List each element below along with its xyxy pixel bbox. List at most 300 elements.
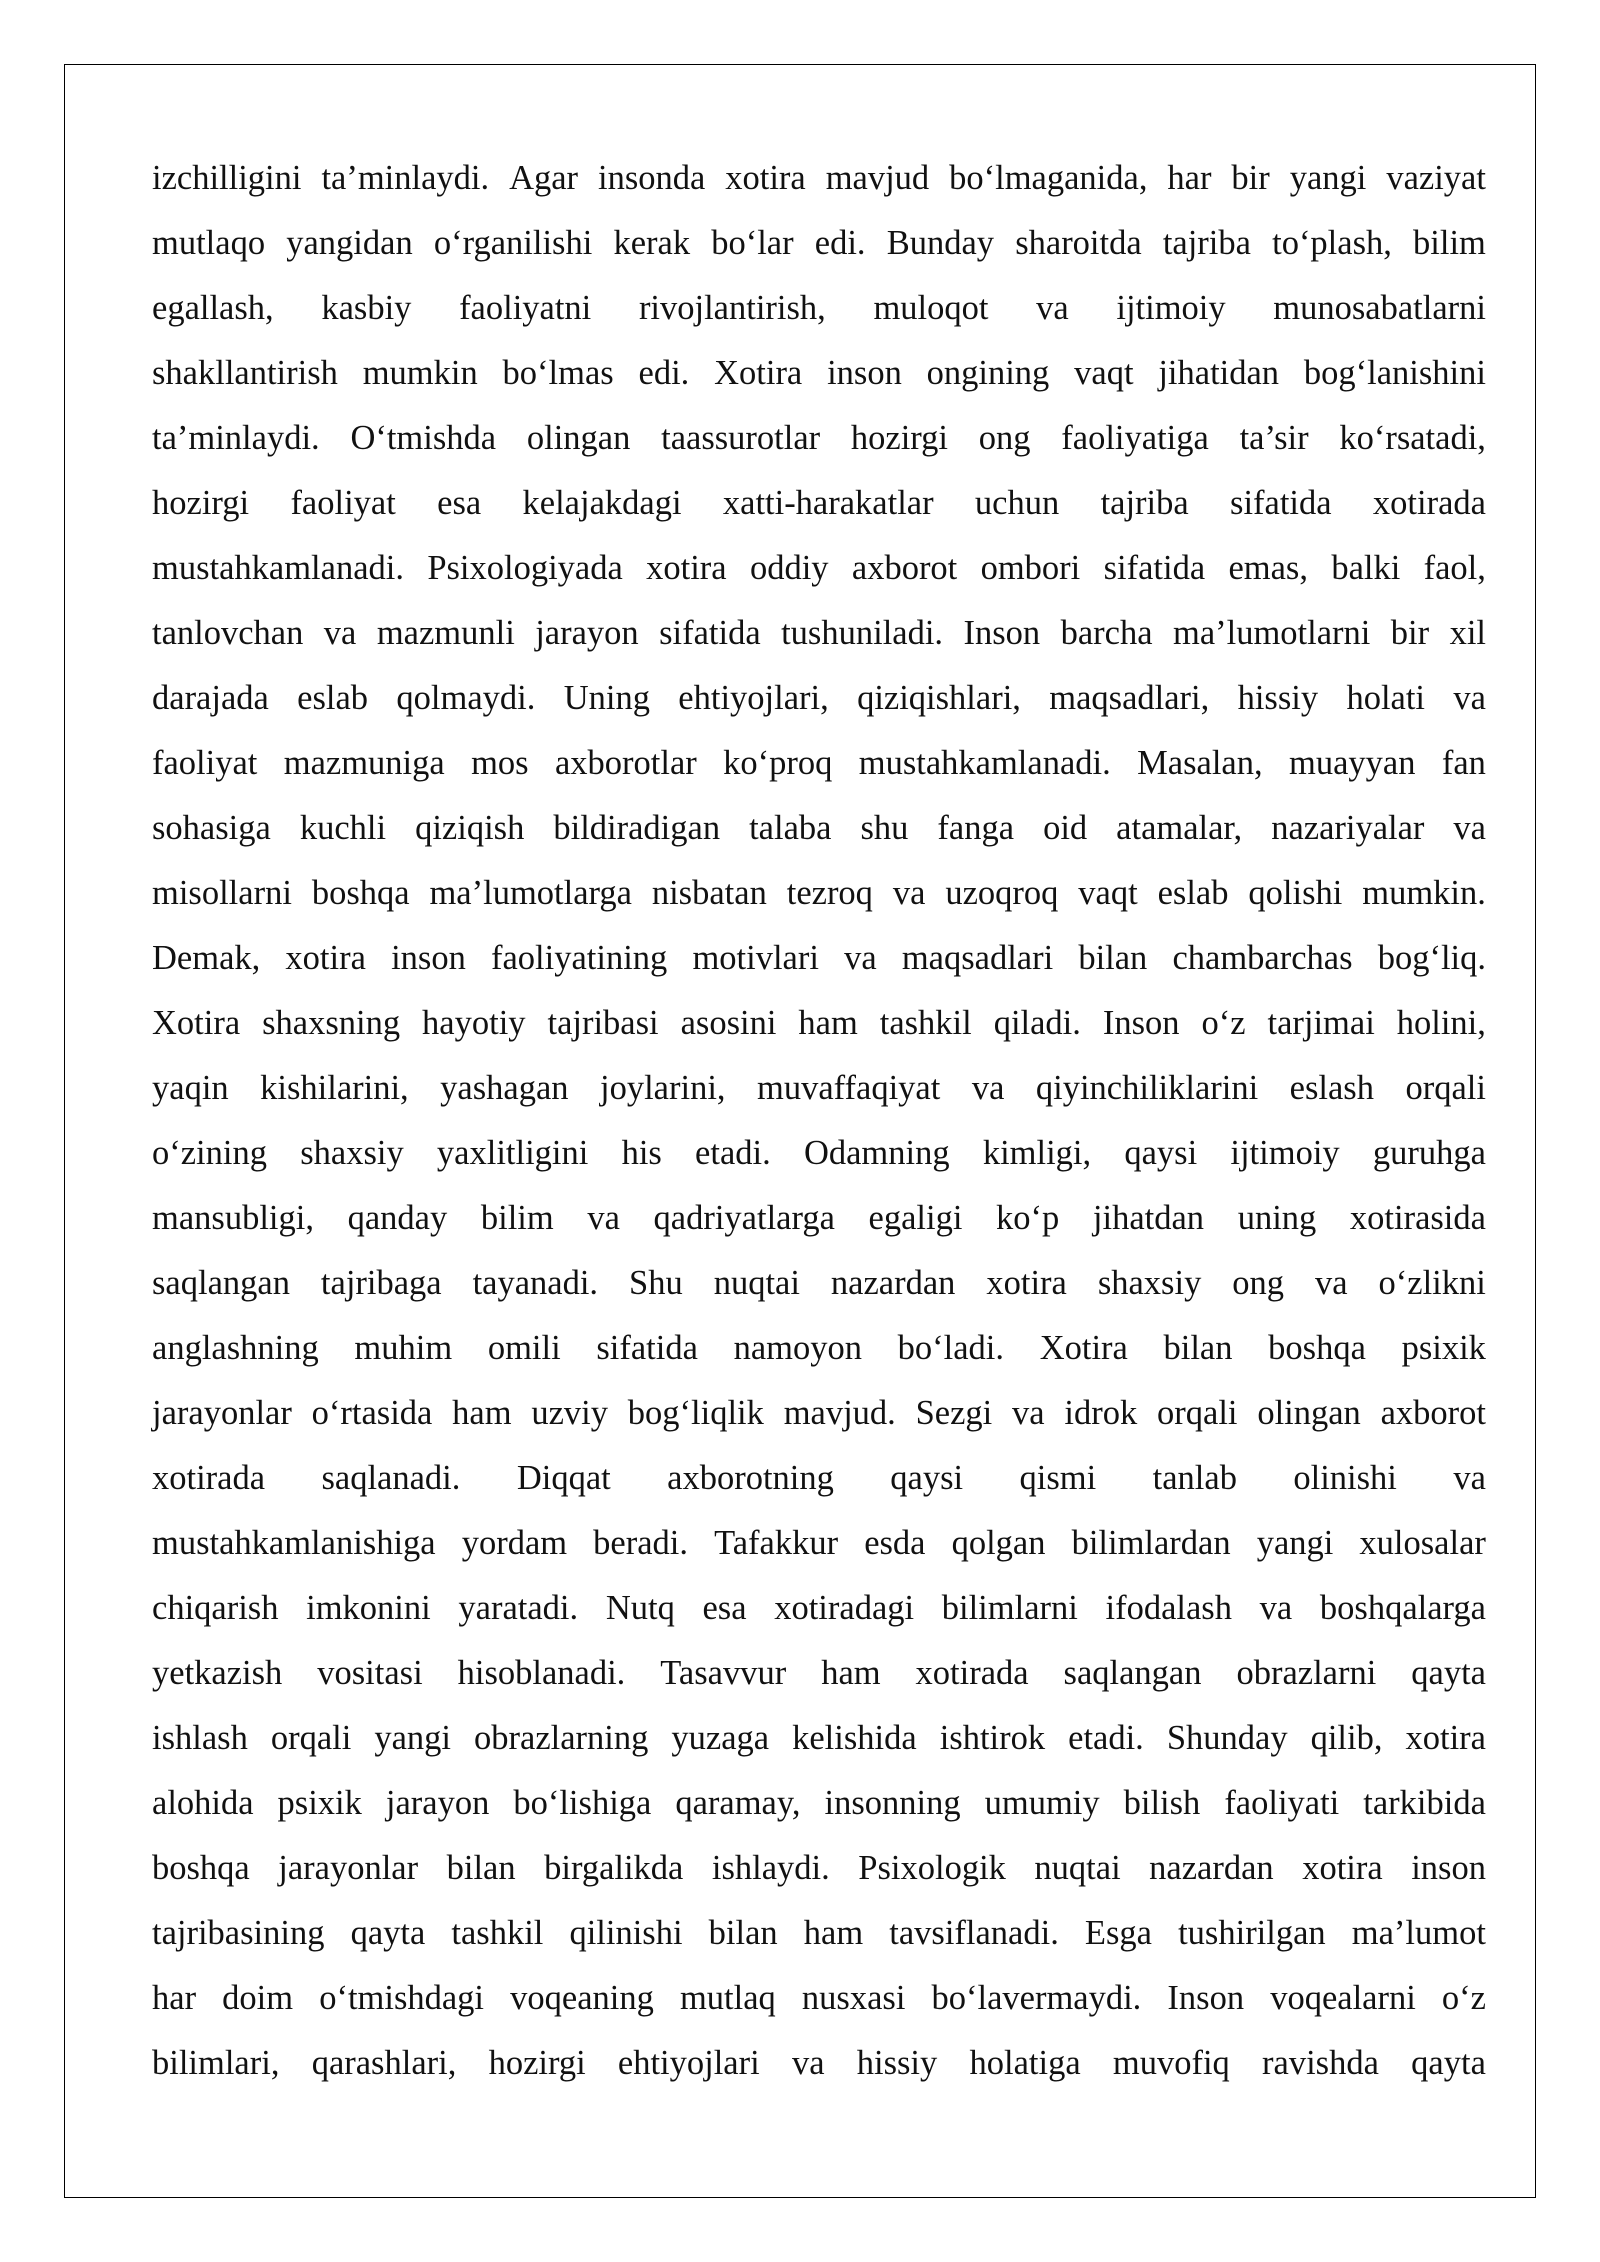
- word: sharoitda: [1015, 224, 1142, 262]
- text-line: [152, 1966, 1486, 2031]
- word: qaramay,: [675, 1784, 801, 1822]
- word: Esga: [1084, 1914, 1152, 1952]
- word: muhim: [354, 1329, 453, 1367]
- word: ehtiyojlari,: [678, 679, 829, 717]
- word: faoliyat: [290, 484, 396, 522]
- word: ko‘proq: [723, 744, 833, 782]
- word: bilimlardan: [1071, 1524, 1231, 1562]
- word: har: [152, 1979, 197, 2017]
- word: yuzaga: [671, 1719, 770, 1757]
- word: yaratadi.: [458, 1589, 579, 1627]
- word: va: [971, 1069, 1005, 1107]
- word: axborot: [851, 549, 958, 587]
- word: mutlaqo: [152, 224, 266, 262]
- word: faoliyatiga: [1061, 419, 1209, 457]
- word: Agar: [509, 159, 579, 197]
- word: barcha: [1060, 614, 1153, 652]
- word: bilimlari,: [152, 2044, 280, 2082]
- word: sifatida: [1230, 484, 1332, 522]
- word: o‘zlikni: [1378, 1264, 1486, 1302]
- word: ma’lumotlarga: [429, 874, 632, 912]
- word: Bunday: [886, 224, 995, 262]
- word: to‘plash,: [1272, 224, 1392, 262]
- word: nuqtai: [713, 1264, 800, 1302]
- word: tushirilgan: [1178, 1914, 1326, 1952]
- word: Demak,: [152, 939, 261, 977]
- word: vaziyat: [1386, 159, 1486, 197]
- word: yaqin: [152, 1069, 229, 1107]
- word: xotira: [986, 1264, 1067, 1302]
- word: edi.: [814, 224, 866, 262]
- word: O‘tmishda: [350, 419, 497, 457]
- word: tavsiflanadi.: [889, 1914, 1059, 1952]
- word: ham: [803, 1914, 864, 1952]
- word: hissiy: [1237, 679, 1319, 717]
- word: axborotning: [667, 1459, 834, 1497]
- word: vaqt: [1078, 874, 1138, 912]
- text-line: [152, 1901, 1486, 1966]
- word: yangi: [1289, 159, 1367, 197]
- word: holini,: [1396, 1004, 1486, 1042]
- word: va: [1453, 809, 1486, 847]
- word: Nutq: [605, 1589, 675, 1627]
- word: va: [844, 939, 877, 977]
- word: ko‘p: [996, 1199, 1060, 1237]
- word: tanlovchan: [152, 614, 304, 652]
- word: xotirada: [915, 1654, 1029, 1692]
- word: jarayonlar: [278, 1849, 419, 1887]
- word: o‘rtasida: [311, 1394, 433, 1432]
- word: holati: [1346, 679, 1426, 717]
- word: imkonini: [306, 1589, 431, 1627]
- word: faol,: [1423, 549, 1486, 587]
- text-line: [152, 471, 1486, 536]
- word: sifatida: [1103, 549, 1206, 587]
- word: olingan: [1257, 1394, 1361, 1432]
- word: eslash: [1289, 1069, 1374, 1107]
- word: ma’lumotlarni: [1172, 614, 1371, 652]
- word: mustahkamlanadi.: [152, 549, 404, 587]
- word: rivojlantirish,: [638, 289, 826, 327]
- word: muvaffaqiyat: [757, 1069, 941, 1107]
- word: guruhga: [1372, 1134, 1486, 1172]
- word: bilim: [480, 1199, 554, 1237]
- word: jarayonlar: [152, 1394, 292, 1432]
- word: Psixologik: [858, 1849, 1006, 1887]
- word: oid: [1043, 809, 1088, 847]
- word: bilan: [708, 1914, 778, 1952]
- word: qiziqish: [415, 809, 525, 847]
- word: bilan: [446, 1849, 516, 1887]
- word: mavjud.: [783, 1394, 896, 1432]
- word: edi.: [638, 354, 690, 392]
- word: esda: [864, 1524, 926, 1562]
- word: jihatidan: [1158, 354, 1280, 392]
- word: shaxsiy: [300, 1134, 404, 1172]
- word: bir: [1390, 614, 1430, 652]
- word: hozirgi: [850, 419, 949, 457]
- word: mustahkamlanadi.: [858, 744, 1111, 782]
- word: xotira: [646, 549, 727, 587]
- text-line: [152, 1576, 1486, 1641]
- word: Masalan,: [1137, 744, 1263, 782]
- word: orqali: [1405, 1069, 1486, 1107]
- word: uzoqroq: [945, 874, 1059, 912]
- word: bilan: [1163, 1329, 1233, 1367]
- word: fanga: [937, 809, 1015, 847]
- text-line: [152, 1706, 1486, 1771]
- word: ishtirok: [939, 1719, 1046, 1757]
- word: Xotira: [1039, 1329, 1128, 1367]
- word: xotira: [725, 159, 806, 197]
- word: maqsadlari: [901, 939, 1054, 977]
- word: beradi.: [593, 1524, 688, 1562]
- word: omili: [487, 1329, 561, 1367]
- word: Inson: [1167, 1979, 1245, 2017]
- word: ong: [978, 419, 1031, 457]
- word: jarayon: [385, 1784, 490, 1822]
- word: mos: [471, 744, 529, 782]
- word: jarayon: [535, 614, 639, 652]
- word: va: [323, 614, 357, 652]
- text-line: [152, 1316, 1486, 1381]
- word: olinishi: [1293, 1459, 1397, 1497]
- word: mazmunli: [376, 614, 515, 652]
- word: qolgan: [951, 1524, 1046, 1562]
- word: saqlangan: [152, 1264, 290, 1302]
- word: qaysi: [1124, 1134, 1198, 1172]
- word: ehtiyojlari: [617, 2044, 760, 2082]
- text-line: [152, 1251, 1486, 1316]
- word: ongining: [926, 354, 1050, 392]
- word: Tasavvur: [660, 1654, 787, 1692]
- word: izchilligini: [152, 159, 302, 197]
- word: hozirgi: [152, 484, 250, 522]
- word: va: [1036, 289, 1069, 327]
- word: ifodalash: [1105, 1589, 1232, 1627]
- word: qayta: [1411, 1654, 1486, 1692]
- word: va: [587, 1199, 620, 1237]
- word: Shu: [629, 1264, 683, 1302]
- word: o‘rganilishi: [433, 224, 593, 262]
- word: psixik: [1401, 1329, 1486, 1367]
- word: yangi: [1256, 1524, 1334, 1562]
- word: vositasi: [317, 1654, 423, 1692]
- word: har: [1167, 159, 1212, 197]
- word: faoliyat: [152, 744, 258, 782]
- word: qiyinchiliklarini: [1035, 1069, 1259, 1107]
- word: darajada: [152, 679, 269, 717]
- word: fan: [1441, 744, 1486, 782]
- word: uchun: [974, 484, 1060, 522]
- word: atamalar,: [1116, 809, 1243, 847]
- word: inson: [1411, 1849, 1486, 1887]
- word: uning: [1237, 1199, 1317, 1237]
- word: va: [892, 874, 926, 912]
- word: nisbatan: [651, 874, 767, 912]
- word: ishlash: [152, 1719, 248, 1757]
- word: hayotiy: [422, 1004, 526, 1042]
- word: ong: [1232, 1264, 1285, 1302]
- text-line: [152, 1641, 1486, 1706]
- word: ta’minlaydi.: [152, 419, 320, 457]
- word: xil: [1449, 614, 1486, 652]
- word: xotirada: [1372, 484, 1486, 522]
- word: kasbiy: [321, 289, 412, 327]
- word: ta’sir: [1239, 419, 1309, 457]
- word: bildiradigan: [553, 809, 721, 847]
- word: va: [1453, 1459, 1486, 1497]
- word: faoliyatining: [490, 939, 668, 977]
- word: Xotira: [714, 354, 803, 392]
- word: saqlangan: [1063, 1654, 1202, 1692]
- word: insonda: [597, 159, 706, 197]
- word: egaligi: [868, 1199, 963, 1237]
- word: o‘zining: [152, 1134, 267, 1172]
- word: etadi.: [695, 1134, 771, 1172]
- word: vaqt: [1074, 354, 1134, 392]
- word: bilim: [1413, 224, 1486, 262]
- word: obrazlarning: [474, 1719, 649, 1757]
- word: voqealarni: [1270, 1979, 1416, 2017]
- word: xotirada: [152, 1459, 266, 1497]
- word: qiladi.: [993, 1004, 1081, 1042]
- word: jihatdan: [1092, 1199, 1205, 1237]
- word: o‘z: [1201, 1004, 1246, 1042]
- text-line: [152, 1771, 1486, 1836]
- word: muayyan: [1288, 744, 1416, 782]
- word: kelajakdagi: [522, 484, 682, 522]
- word: umumiy: [984, 1784, 1100, 1822]
- word: hozirgi: [488, 2044, 586, 2082]
- word: ko‘rsatadi,: [1339, 419, 1486, 457]
- word: munosabatlarni: [1273, 289, 1486, 327]
- word: Inson: [1102, 1004, 1180, 1042]
- text-line: [152, 146, 1486, 211]
- word: olingan: [526, 419, 631, 457]
- word: bo‘ladi.: [897, 1329, 1005, 1367]
- word: xulosalar: [1359, 1524, 1486, 1562]
- word: mansubligi,: [152, 1199, 314, 1237]
- word: Sezgi: [915, 1394, 993, 1432]
- word: Xotira: [152, 1004, 241, 1042]
- word: Psixologiyada: [427, 549, 623, 587]
- word: nazardan: [1149, 1849, 1274, 1887]
- word: ijtimoiy: [1230, 1134, 1340, 1172]
- word: tajribasi: [547, 1004, 659, 1042]
- word: boshqa: [311, 874, 410, 912]
- word: orqali: [1157, 1394, 1238, 1432]
- word: kishilarini,: [260, 1069, 409, 1107]
- word: balki: [1331, 549, 1401, 587]
- word: xatti-harakatlar: [722, 484, 934, 522]
- word: xotirasida: [1349, 1199, 1486, 1237]
- word: xotira: [1405, 1719, 1486, 1757]
- word: mumkin: [362, 354, 478, 392]
- word: kelishida: [792, 1719, 917, 1757]
- word: misollarni: [152, 874, 292, 912]
- word: bilish: [1123, 1784, 1201, 1822]
- word: ravishda: [1262, 2044, 1379, 2082]
- text-line: [152, 1056, 1486, 1121]
- word: yetkazish: [152, 1654, 283, 1692]
- word: chiqarish: [152, 1589, 279, 1627]
- word: Tafakkur: [714, 1524, 839, 1562]
- word: anglashning: [152, 1329, 319, 1367]
- word: nazariyalar: [1271, 809, 1425, 847]
- word: va: [1453, 679, 1486, 717]
- word: tarjimai: [1267, 1004, 1375, 1042]
- word: o‘tmishdagi: [319, 1979, 485, 2017]
- word: sifatida: [596, 1329, 698, 1367]
- word: inson: [827, 354, 902, 392]
- word: bo‘lavermaydi.: [931, 1979, 1142, 2017]
- word: maqsadlari,: [1049, 679, 1210, 717]
- word: bog‘liqlik: [627, 1394, 764, 1432]
- word: qismi: [1019, 1459, 1097, 1497]
- word: qayta: [1411, 2044, 1486, 2082]
- word: nuqtai: [1034, 1849, 1121, 1887]
- text-line: [152, 666, 1486, 731]
- word: asosini: [680, 1004, 777, 1042]
- word: va: [1012, 1394, 1045, 1432]
- word: yangi: [374, 1719, 452, 1757]
- word: emas,: [1228, 549, 1308, 587]
- word: eslab: [297, 679, 369, 717]
- page-body-text: [152, 146, 1486, 2096]
- word: mavjud: [825, 159, 930, 197]
- text-line: [152, 1381, 1486, 1446]
- word: ombori: [980, 549, 1081, 587]
- word: xotiradagi: [774, 1589, 915, 1627]
- word: esa: [437, 484, 482, 522]
- text-line: [152, 1446, 1486, 1511]
- word: qiziqishlari,: [857, 679, 1021, 717]
- text-line: [152, 276, 1486, 341]
- word: qayta: [350, 1914, 426, 1952]
- word: faoliyati: [1224, 1784, 1340, 1822]
- text-line: [152, 926, 1486, 991]
- word: tajriba: [1100, 484, 1189, 522]
- word: sifatida: [659, 614, 761, 652]
- word: yaxlitligini: [436, 1134, 589, 1172]
- word: va: [791, 2044, 825, 2082]
- word: faoliyatni: [459, 289, 592, 327]
- word: qadriyatlarga: [653, 1199, 835, 1237]
- word: ham: [798, 1004, 858, 1042]
- word: yordam: [461, 1524, 568, 1562]
- text-line: [152, 1121, 1486, 1186]
- word: sohasiga: [152, 809, 271, 847]
- word: birgalikda: [544, 1849, 684, 1887]
- word: tajriba: [1162, 224, 1251, 262]
- word: nusxasi: [801, 1979, 906, 2017]
- word: ham: [452, 1394, 512, 1432]
- word: saqlanadi.: [321, 1459, 461, 1497]
- text-line: [152, 1186, 1486, 1251]
- word: tayanadi.: [472, 1264, 599, 1302]
- word: motivlari: [692, 939, 819, 977]
- word: axborotlar: [554, 744, 697, 782]
- word: Shunday: [1166, 1719, 1288, 1757]
- word: Odamning: [803, 1134, 950, 1172]
- word: oddiy: [749, 549, 829, 587]
- word: qilib,: [1310, 1719, 1383, 1757]
- word: namoyon: [733, 1329, 862, 1367]
- word: qanday: [347, 1199, 448, 1237]
- word: mustahkamlanishiga: [152, 1524, 436, 1562]
- word: psixik: [277, 1784, 362, 1822]
- word: va: [1259, 1589, 1293, 1627]
- text-line: [152, 731, 1486, 796]
- text-line: [152, 796, 1486, 861]
- word: insonning: [824, 1784, 961, 1822]
- word: Uning: [563, 679, 650, 717]
- word: boshqalarga: [1319, 1589, 1486, 1627]
- text-line: [152, 341, 1486, 406]
- text-line: [152, 601, 1486, 666]
- word: esa: [702, 1589, 747, 1627]
- word: bo‘lar: [711, 224, 794, 262]
- word: chambarchas: [1172, 939, 1353, 977]
- word: hissiy: [856, 2044, 938, 2082]
- word: tezroq: [786, 874, 873, 912]
- word: mazmuniga: [283, 744, 445, 782]
- word: alohida: [152, 1784, 254, 1822]
- word: Inson: [963, 614, 1041, 652]
- word: Diqqat: [516, 1459, 611, 1497]
- text-line: [152, 2031, 1486, 2096]
- word: xotira: [1302, 1849, 1383, 1887]
- word: doim: [222, 1979, 294, 2017]
- word: bilan: [1078, 939, 1148, 977]
- word: kimligi,: [982, 1134, 1092, 1172]
- word: yangidan: [286, 224, 413, 262]
- word: taassurotlar: [661, 419, 821, 457]
- word: his: [621, 1134, 662, 1172]
- word: axborot: [1380, 1394, 1486, 1432]
- word: qarashlari,: [311, 2044, 457, 2082]
- word: obrazlarni: [1236, 1654, 1377, 1692]
- word: va: [1315, 1264, 1348, 1302]
- word: joylarini,: [600, 1069, 726, 1107]
- word: egallash,: [152, 289, 274, 327]
- word: bog‘lanishini: [1303, 354, 1486, 392]
- word: idrok: [1064, 1394, 1138, 1432]
- word: boshqa: [152, 1849, 250, 1887]
- word: qolishi: [1248, 874, 1343, 912]
- word: tajribaga: [320, 1264, 442, 1302]
- word: uzviy: [531, 1394, 608, 1432]
- word: etadi.: [1068, 1719, 1144, 1757]
- word: ma’lumot: [1351, 1914, 1486, 1952]
- word: shaxsiy: [1097, 1264, 1202, 1302]
- word: ishlaydi.: [711, 1849, 830, 1887]
- word: ijtimoiy: [1116, 289, 1226, 327]
- text-line: [152, 1511, 1486, 1576]
- word: inson: [391, 939, 466, 977]
- word: shaxsning: [262, 1004, 401, 1042]
- text-line: [152, 861, 1486, 926]
- word: qaysi: [890, 1459, 964, 1497]
- word: voqeaning: [510, 1979, 654, 2017]
- word: boshqa: [1268, 1329, 1366, 1367]
- word: bog‘liq.: [1377, 939, 1486, 977]
- word: bo‘lmaganida,: [949, 159, 1148, 197]
- word: talaba: [749, 809, 832, 847]
- word: muvofiq: [1112, 2044, 1230, 2082]
- word: bir: [1231, 159, 1270, 197]
